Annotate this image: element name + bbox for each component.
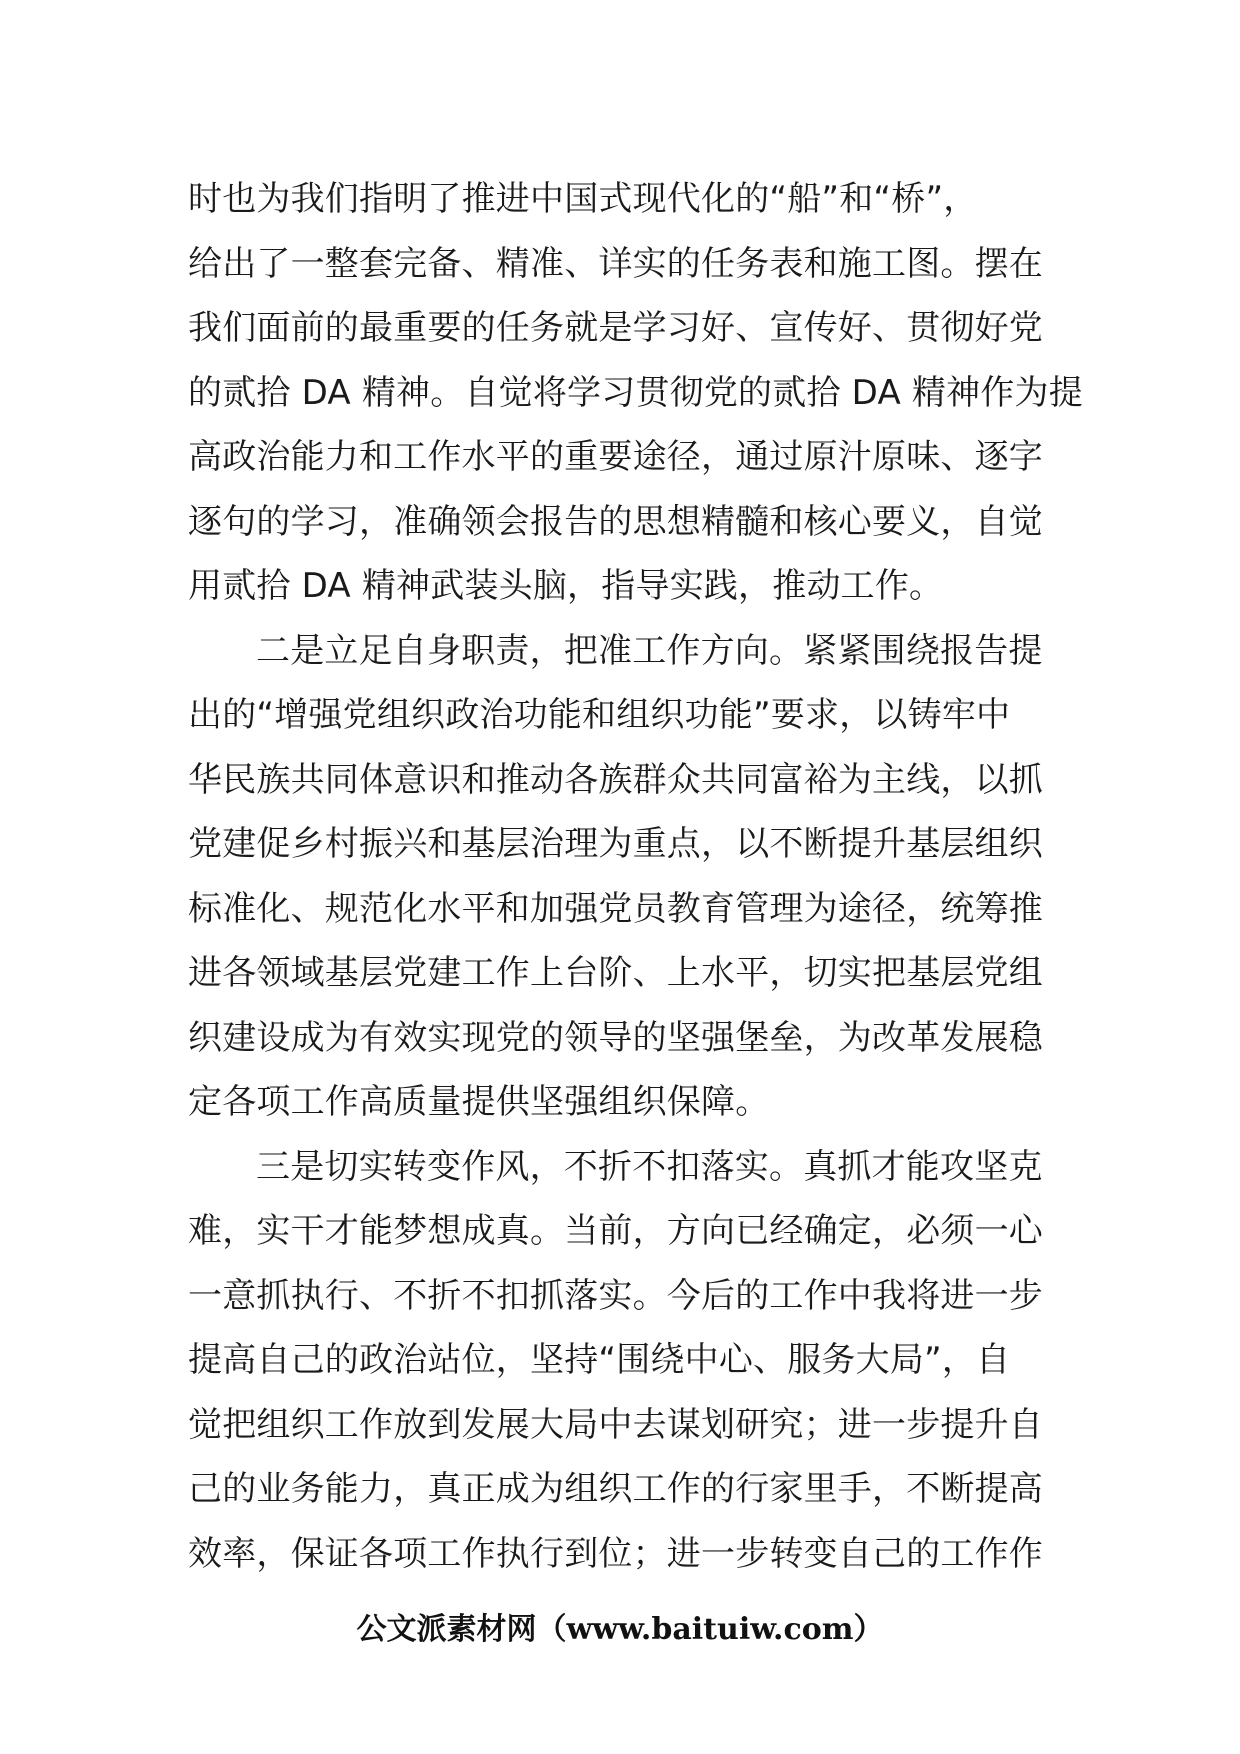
text-line: 织建设成为有效实现党的领导的坚强堡垒，为改革发展稳 xyxy=(188,1017,1043,1058)
text-line: 效率，保证各项工作执行到位；进一步转变自己的工作作 xyxy=(188,1533,1043,1574)
text-line: 进各领域基层党建工作上台阶、上水平，切实把基层党组 xyxy=(188,953,1043,993)
text-line: 的贰拾 DA 精神。自觉将学习贯彻党的贰拾 DA 精神作为提 xyxy=(188,372,1083,413)
text-line: 逐句的学习，准确领会报告的思想精髓和核心要义，自觉 xyxy=(188,501,1043,542)
text-line: 标准化、规范化水平和加强党员教育管理为途径，统筹推 xyxy=(188,888,1043,929)
text-line: 时也为我们指明了推进中国式现代化的“船”和“桥”， xyxy=(188,179,978,219)
text-line: 定各项工作高质量提供坚强组织保障。 xyxy=(188,1082,770,1122)
body-text xyxy=(188,167,1083,1586)
text-line: 一意抓执行、不折不扣抓落实。今后的工作中我将进一步 xyxy=(188,1275,1043,1316)
text-line: 给出了一整套完备、精准、详实的任务表和施工图。摆在 xyxy=(188,243,1043,284)
footer-watermark-text: 公文派素材网（www.baituiw.com） xyxy=(356,1612,884,1647)
text-line: 提高自己的政治站位，坚持“围绕中心、服务大局”，自 xyxy=(188,1340,1011,1380)
text-line: 出的“增强党组织政治功能和组织功能”要求，以铸牢中 xyxy=(188,695,1011,735)
text-line: 用贰拾 DA 精神武装头脑，指导实践，推动工作。 xyxy=(188,566,944,606)
paragraph-start-line: 三是切实转变作风，不折不扣落实。真抓才能攻坚克 xyxy=(256,1146,1043,1187)
text-line: 党建促乡村振兴和基层治理为重点，以不断提升基层组织 xyxy=(188,824,1043,864)
text-line: 难，实干才能梦想成真。当前，方向已经确定，必须一心 xyxy=(188,1211,1043,1251)
text-line: 我们面前的最重要的任务就是学习好、宣传好、贯彻好党 xyxy=(188,308,1043,348)
text-line: 高政治能力和工作水平的重要途径，通过原汁原味、逐字 xyxy=(188,437,1043,477)
text-line: 觉把组织工作放到发展大局中去谋划研究；进一步提升自 xyxy=(188,1404,1043,1445)
text-line: 己的业务能力，真正成为组织工作的行家里手，不断提高 xyxy=(188,1469,1043,1509)
paragraph-start-line: 二是立足自身职责，把准工作方向。紧紧围绕报告提 xyxy=(256,630,1043,671)
text-line: 华民族共同体意识和推动各族群众共同富裕为主线，以抓 xyxy=(188,759,1043,800)
